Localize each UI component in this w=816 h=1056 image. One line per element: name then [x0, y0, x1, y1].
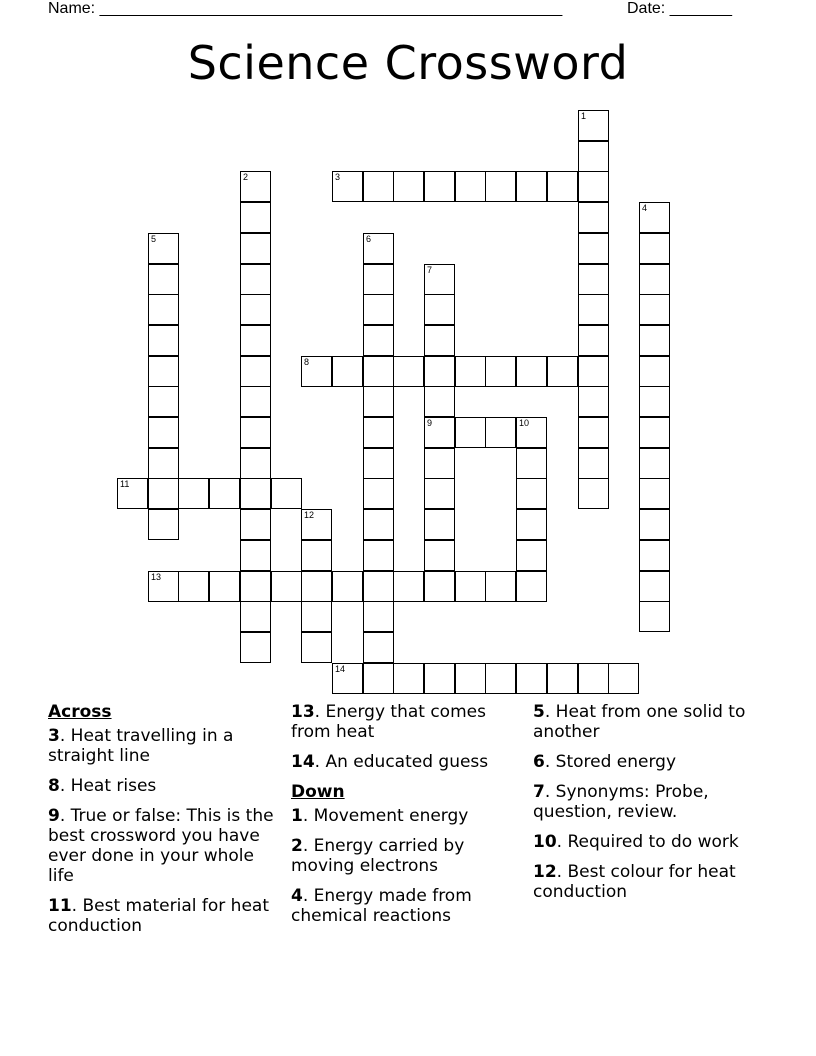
- clue-across-9: 9. True or false: This is the best crossword you have ever done in your whole life: [48, 806, 274, 886]
- crossword-cell[interactable]: [578, 264, 609, 295]
- clue-text: Energy made from chemical reactions: [291, 886, 472, 926]
- crossword-cell[interactable]: [485, 571, 516, 602]
- crossword-cell[interactable]: [363, 571, 394, 602]
- cell-number: 6: [366, 234, 372, 244]
- clue-across-3: 3. Heat travelling in a straight line: [48, 726, 234, 766]
- date-label: Date:: [627, 0, 670, 17]
- crossword-cell[interactable]: [301, 356, 332, 387]
- crossword-cell[interactable]: [639, 356, 670, 387]
- crossword-cell[interactable]: [117, 478, 148, 509]
- crossword-cell[interactable]: [578, 110, 609, 141]
- crossword-cell[interactable]: [485, 171, 516, 202]
- clue-number: 4: [291, 886, 303, 906]
- crossword-cell[interactable]: [209, 478, 240, 509]
- name-blank-line[interactable]: ____________________________________________________: [99, 0, 563, 17]
- cell-number: 5: [151, 234, 157, 244]
- crossword-cell[interactable]: [301, 509, 332, 540]
- crossword-cell[interactable]: [332, 356, 363, 387]
- crossword-cell[interactable]: [424, 540, 455, 571]
- crossword-cell[interactable]: [485, 417, 516, 448]
- clue-text: Synonyms: Probe, question, review.: [533, 782, 709, 822]
- clue-number: 5: [533, 702, 545, 722]
- crossword-cell[interactable]: [332, 663, 363, 694]
- clue-column-2: [291, 702, 519, 936]
- crossword-cell[interactable]: [363, 632, 394, 663]
- crossword-cell[interactable]: [455, 171, 486, 202]
- page-title: Science Crossword: [187, 36, 629, 90]
- cell-number: 14: [335, 664, 346, 674]
- crossword-cell[interactable]: [363, 264, 394, 295]
- crossword-cell[interactable]: [547, 171, 578, 202]
- crossword-cell[interactable]: [424, 264, 455, 295]
- crossword-cell[interactable]: [148, 417, 179, 448]
- crossword-cell[interactable]: [639, 386, 670, 417]
- crossword-cell[interactable]: [178, 478, 209, 509]
- crossword-cell[interactable]: [363, 509, 394, 540]
- clue-number: 6: [533, 752, 545, 772]
- crossword-cell[interactable]: [240, 264, 271, 295]
- crossword-cell[interactable]: [639, 294, 670, 325]
- crossword-cell[interactable]: [578, 356, 609, 387]
- across-heading: Across: [48, 702, 112, 722]
- clue-text: Heat travelling in a straight line: [48, 726, 234, 766]
- crossword-cell[interactable]: [516, 356, 547, 387]
- crossword-cell[interactable]: [424, 356, 455, 387]
- crossword-cell[interactable]: [301, 632, 332, 663]
- crossword-cell[interactable]: [148, 571, 179, 602]
- clue-number: 13: [291, 702, 315, 722]
- crossword-cell[interactable]: [240, 632, 271, 663]
- crossword-cell[interactable]: [639, 417, 670, 448]
- crossword-cell[interactable]: [148, 294, 179, 325]
- clue-number: 7: [533, 782, 545, 802]
- crossword-cell[interactable]: [547, 356, 578, 387]
- crossword-cell[interactable]: [363, 171, 394, 202]
- crossword-cell[interactable]: [240, 294, 271, 325]
- crossword-cell[interactable]: [332, 571, 363, 602]
- crossword-cell[interactable]: [240, 601, 271, 632]
- clue-text: Best material for heat conduction: [48, 896, 269, 936]
- crossword-cell[interactable]: [639, 202, 670, 233]
- crossword-cell[interactable]: [639, 233, 670, 264]
- clue-number: 9: [48, 806, 60, 826]
- clue-number: 2: [291, 836, 303, 856]
- crossword-cell[interactable]: [424, 417, 455, 448]
- crossword-cell[interactable]: [301, 571, 332, 602]
- crossword-cell[interactable]: [424, 325, 455, 356]
- crossword-cell[interactable]: [578, 202, 609, 233]
- crossword-cell[interactable]: [578, 386, 609, 417]
- crossword-cell[interactable]: [639, 264, 670, 295]
- crossword-cell[interactable]: [424, 571, 455, 602]
- crossword-cell[interactable]: [424, 386, 455, 417]
- clue-across-11: 11. Best material for heat conduction: [48, 896, 269, 936]
- cell-number: 12: [304, 510, 315, 520]
- crossword-cell[interactable]: [424, 448, 455, 479]
- clue-text: Movement energy: [313, 806, 469, 826]
- cell-number: 11: [120, 479, 130, 489]
- crossword-cell[interactable]: [578, 417, 609, 448]
- cell-number: 3: [335, 172, 341, 182]
- down-heading: Down: [291, 782, 345, 802]
- crossword-cell[interactable]: [178, 571, 209, 602]
- crossword-cell[interactable]: [639, 540, 670, 571]
- crossword-cell[interactable]: [516, 509, 547, 540]
- clue-number: 10: [533, 832, 557, 852]
- crossword-cell[interactable]: [578, 325, 609, 356]
- cell-number: 9: [427, 418, 433, 428]
- clue-text: True or false: This is the best crossword you have ever done in your whole life: [48, 806, 274, 886]
- crossword-cell[interactable]: [578, 663, 609, 694]
- crossword-cell[interactable]: [148, 448, 179, 479]
- crossword-cell[interactable]: [639, 325, 670, 356]
- crossword-cell[interactable]: [485, 356, 516, 387]
- clue-down-5: 5. Heat from one solid to another: [533, 702, 746, 742]
- crossword-cell[interactable]: [516, 171, 547, 202]
- clue-text: Required to do work: [567, 832, 739, 852]
- clue-number: 12: [533, 862, 557, 882]
- crossword-cell[interactable]: [516, 571, 547, 602]
- crossword-cell[interactable]: [455, 356, 486, 387]
- crossword-cell[interactable]: [516, 540, 547, 571]
- cell-number: 8: [304, 357, 310, 367]
- crossword-cell[interactable]: [363, 448, 394, 479]
- crossword-cell[interactable]: [240, 417, 271, 448]
- clue-number: 1: [291, 806, 303, 826]
- crossword-cell[interactable]: [363, 386, 394, 417]
- clue-text: Heat from one solid to another: [533, 702, 746, 742]
- crossword-cell[interactable]: [301, 601, 332, 632]
- clue-across-14: 14. An educated guess: [291, 752, 489, 772]
- clue-down-1: 1. Movement energy: [291, 806, 469, 826]
- crossword-cell[interactable]: [240, 233, 271, 264]
- crossword-cell[interactable]: [424, 478, 455, 509]
- crossword-cell[interactable]: [240, 386, 271, 417]
- crossword-cell[interactable]: [363, 325, 394, 356]
- cell-number: 2: [243, 172, 249, 182]
- crossword-cell[interactable]: [578, 448, 609, 479]
- crossword-cell[interactable]: [455, 417, 486, 448]
- crossword-cell[interactable]: [393, 171, 424, 202]
- cell-number: 7: [427, 265, 433, 275]
- crossword-cell[interactable]: [271, 571, 302, 602]
- clue-number: 11: [48, 896, 72, 916]
- clue-down-6: 6. Stored energy: [533, 752, 677, 772]
- clue-down-7: 7. Synonyms: Probe, question, review.: [533, 782, 709, 822]
- clue-down-2: 2. Energy carried by moving electrons: [291, 836, 465, 876]
- clue-down-10: 10. Required to do work: [533, 832, 739, 852]
- crossword-cell[interactable]: [547, 663, 578, 694]
- clue-text: Heat rises: [70, 776, 157, 796]
- crossword-cell[interactable]: [424, 171, 455, 202]
- clue-number: 14: [291, 752, 315, 772]
- crossword-cell[interactable]: [393, 663, 424, 694]
- clue-column-1: [48, 702, 276, 946]
- crossword-cell[interactable]: [424, 509, 455, 540]
- crossword-cell[interactable]: [578, 171, 609, 202]
- crossword-cell[interactable]: [271, 478, 302, 509]
- crossword-cell[interactable]: [363, 478, 394, 509]
- clue-down-4: 4. Energy made from chemical reactions: [291, 886, 472, 926]
- crossword-cell[interactable]: [240, 448, 271, 479]
- crossword-cell[interactable]: [393, 571, 424, 602]
- clue-across-8: 8. Heat rises: [48, 776, 157, 796]
- clue-number: 3: [48, 726, 60, 746]
- clue-text: Energy carried by moving electrons: [291, 836, 465, 876]
- clue-column-3: [533, 702, 761, 912]
- crossword-cell[interactable]: [578, 294, 609, 325]
- crossword-cell[interactable]: [332, 171, 363, 202]
- crossword-cell[interactable]: [363, 233, 394, 264]
- crossword-cell[interactable]: [578, 233, 609, 264]
- crossword-cell[interactable]: [455, 571, 486, 602]
- crossword-cell[interactable]: [639, 448, 670, 479]
- crossword-cell[interactable]: [363, 417, 394, 448]
- crossword-cell[interactable]: [516, 448, 547, 479]
- crossword-cell[interactable]: [363, 601, 394, 632]
- crossword-cell[interactable]: [363, 294, 394, 325]
- crossword-cell[interactable]: [363, 356, 394, 387]
- clue-text: An educated guess: [325, 752, 489, 772]
- crossword-cell[interactable]: [148, 233, 179, 264]
- crossword-cell[interactable]: [240, 202, 271, 233]
- crossword-cell[interactable]: [240, 509, 271, 540]
- name-label: Name:: [48, 0, 100, 17]
- crossword-cell[interactable]: [455, 663, 486, 694]
- clue-number: 8: [48, 776, 60, 796]
- crossword-cell[interactable]: [148, 478, 179, 509]
- crossword-cell[interactable]: [578, 141, 609, 172]
- clue-down-12: 12. Best colour for heat conduction: [533, 862, 736, 902]
- crossword-cell[interactable]: [639, 478, 670, 509]
- crossword-cell[interactable]: [639, 601, 670, 632]
- crossword-cell[interactable]: [240, 325, 271, 356]
- crossword-cell[interactable]: [148, 386, 179, 417]
- crossword-cell[interactable]: [393, 356, 424, 387]
- crossword-cell[interactable]: [516, 478, 547, 509]
- cell-number: 10: [519, 418, 530, 428]
- crossword-cell[interactable]: [639, 509, 670, 540]
- crossword-cell[interactable]: [240, 356, 271, 387]
- crossword-cell[interactable]: [148, 325, 179, 356]
- crossword-cell[interactable]: [516, 663, 547, 694]
- clue-across-13: 13. Energy that comes from heat: [291, 702, 486, 742]
- crossword-cell[interactable]: [148, 509, 179, 540]
- crossword-cell[interactable]: [485, 663, 516, 694]
- crossword-cell[interactable]: [578, 478, 609, 509]
- crossword-cell[interactable]: [639, 571, 670, 602]
- cell-number: 13: [151, 572, 162, 582]
- crossword-cell[interactable]: [240, 478, 271, 509]
- crossword-cell[interactable]: [424, 294, 455, 325]
- crossword-cell[interactable]: [301, 540, 332, 571]
- cell-number: 1: [581, 111, 587, 121]
- crossword-cell[interactable]: [240, 571, 271, 602]
- crossword-cell[interactable]: [209, 571, 240, 602]
- crossword-cell[interactable]: [363, 663, 394, 694]
- crossword-cell[interactable]: [240, 171, 271, 202]
- crossword-cell[interactable]: [608, 663, 639, 694]
- crossword-cell[interactable]: [363, 540, 394, 571]
- crossword-cell[interactable]: [148, 264, 179, 295]
- clue-text: Energy that comes from heat: [291, 702, 486, 742]
- crossword-cell[interactable]: [148, 356, 179, 387]
- cell-number: 4: [642, 203, 648, 213]
- clue-text: Stored energy: [555, 752, 677, 772]
- crossword-cell[interactable]: [424, 663, 455, 694]
- clue-text: Best colour for heat conduction: [533, 862, 736, 902]
- crossword-cell[interactable]: [516, 417, 547, 448]
- date-blank-line[interactable]: _______: [669, 0, 732, 17]
- crossword-cell[interactable]: [240, 540, 271, 571]
